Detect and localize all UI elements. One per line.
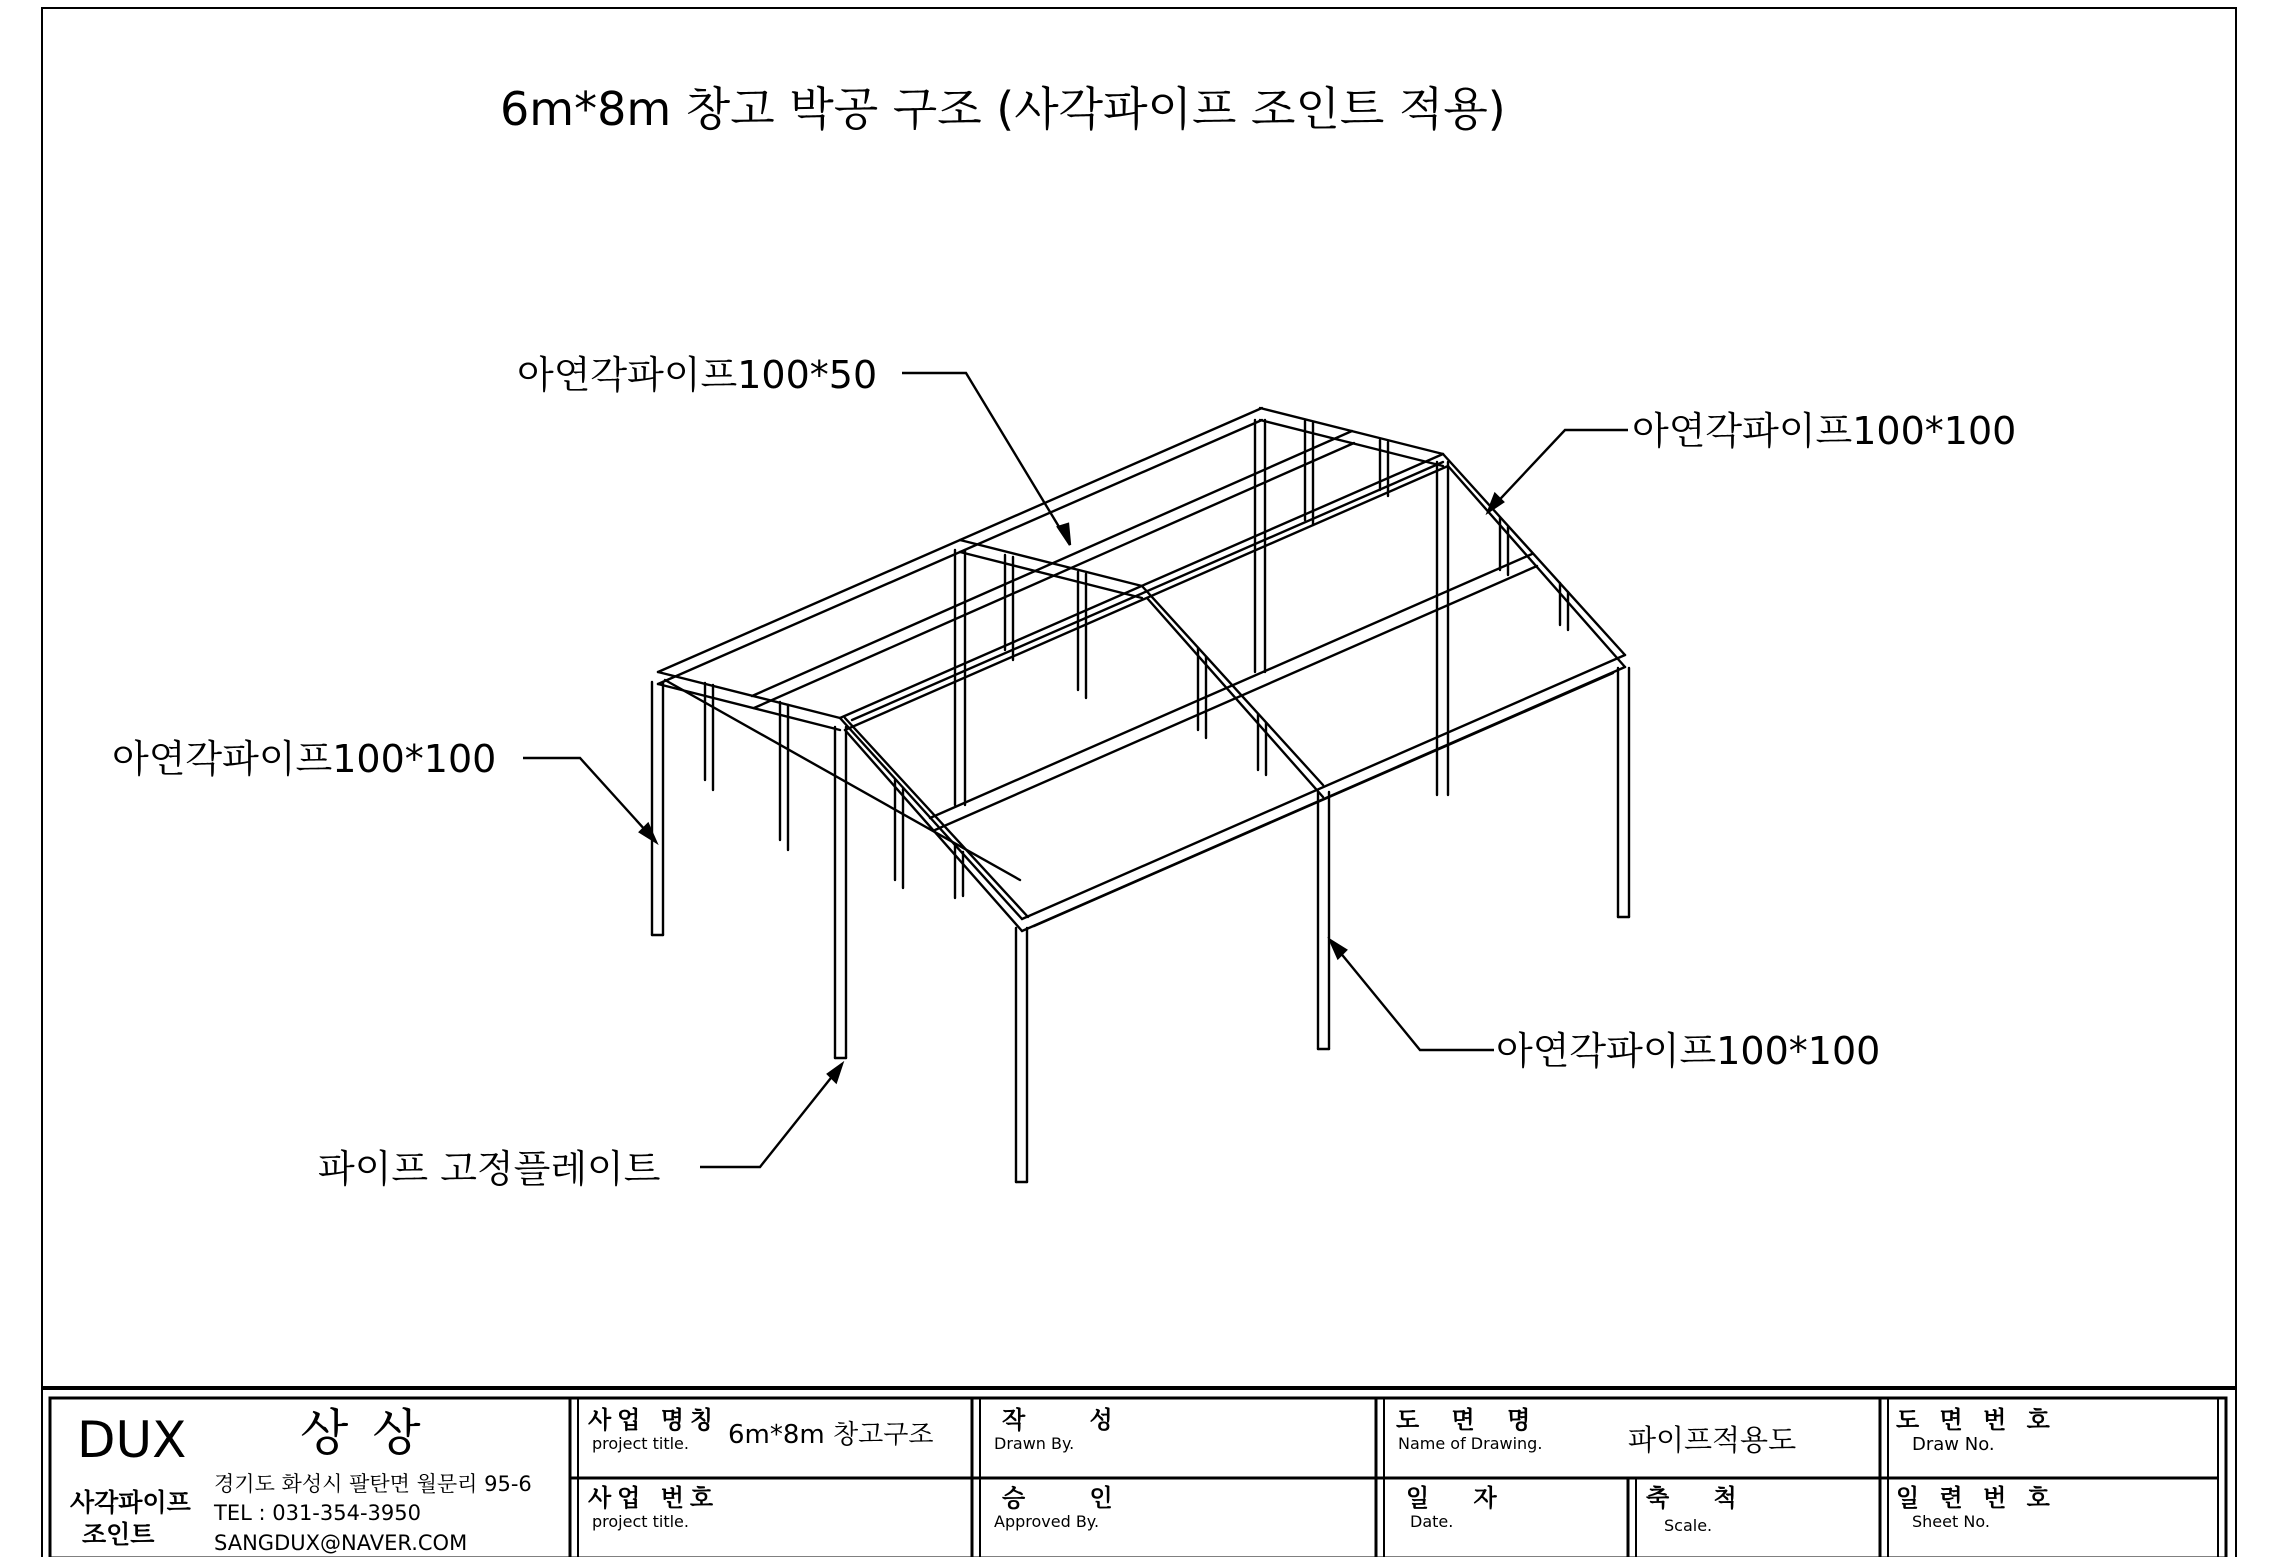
drawing-name-label: 도 면 명 [1396, 1406, 1543, 1434]
callout-left: 아연각파이프100*100 [112, 737, 497, 781]
warehouse-frame [652, 408, 1629, 1182]
leader-bottom-left [700, 1064, 842, 1167]
leader-top-right [1488, 430, 1628, 512]
drawn-by-label: 작 성 [1002, 1406, 1141, 1434]
approved-by-label-en: Approved By. [994, 1512, 1100, 1531]
sheet-no-label: 일 련 번 호 [1896, 1484, 2056, 1512]
product-line-2: 조인트 [82, 1520, 155, 1549]
company-address: 경기도 화성시 팔탄면 월문리 95-6 [214, 1472, 532, 1496]
callout-top-left: 아연각파이프100*50 [517, 353, 878, 397]
project-name-value: 6m*8m 창고구조 [728, 1420, 934, 1450]
leader-lines [523, 373, 1628, 1167]
project-name-label-en: project title. [592, 1434, 689, 1453]
scale-label: 축 척 [1646, 1484, 1755, 1512]
leader-bottom-right [1330, 940, 1494, 1050]
date-label: 일 자 [1406, 1484, 1515, 1512]
back-right-post [1618, 668, 1629, 917]
drawing-name-label-en: Name of Drawing. [1398, 1434, 1543, 1453]
front-gable-rafters [658, 672, 1028, 931]
front-right-post [1016, 928, 1027, 1182]
leader-left [523, 758, 656, 842]
project-name-label: 사업 명칭 [588, 1406, 720, 1434]
drawing-name-value: 파이프적용도 [1628, 1423, 1797, 1457]
date-label-en: Date. [1410, 1512, 1454, 1531]
scale-label-en: Scale. [1664, 1516, 1713, 1535]
callout-bottom-left: 파이프 고정플레이트 [318, 1147, 661, 1191]
drawing-title: 6m*8m 창고 박공 구조 (사각파이프 조인트 적용) [500, 82, 1506, 136]
approved-by-label: 승 인 [1002, 1484, 1141, 1512]
front-eave-beam [1022, 655, 1625, 931]
back-eave-beam [658, 408, 1262, 684]
mid-right-post [1318, 792, 1329, 1049]
company-brand: DUX [77, 1411, 187, 1469]
leader-top-left [902, 373, 1070, 545]
ridge-beam [840, 454, 1448, 730]
project-no-label: 사업 번호 [588, 1484, 720, 1512]
project-no-label-en: project title. [592, 1512, 689, 1531]
company-email: SANGDUX@NAVER.COM [214, 1531, 468, 1555]
arrow-top-left [1058, 524, 1070, 545]
drawn-by-label-en: Drawn By. [994, 1434, 1075, 1453]
sheet-border [42, 8, 2236, 1557]
drawing-no-label-en: Draw No. [1912, 1434, 1995, 1455]
company-tel: TEL : 031-354-3950 [214, 1501, 421, 1525]
roof-purlins [752, 431, 1537, 830]
callout-bottom-right: 아연각파이프100*100 [1496, 1029, 1881, 1073]
company-name: 상 상 [300, 1404, 425, 1462]
product-line-1: 사각파이프 [70, 1488, 191, 1517]
front-left-post [652, 682, 663, 935]
drawing-no-label: 도 면 번 호 [1896, 1406, 2056, 1434]
callout-top-right: 아연각파이프100*100 [1632, 409, 2017, 453]
sheet-no-label-en: Sheet No. [1912, 1512, 1990, 1531]
